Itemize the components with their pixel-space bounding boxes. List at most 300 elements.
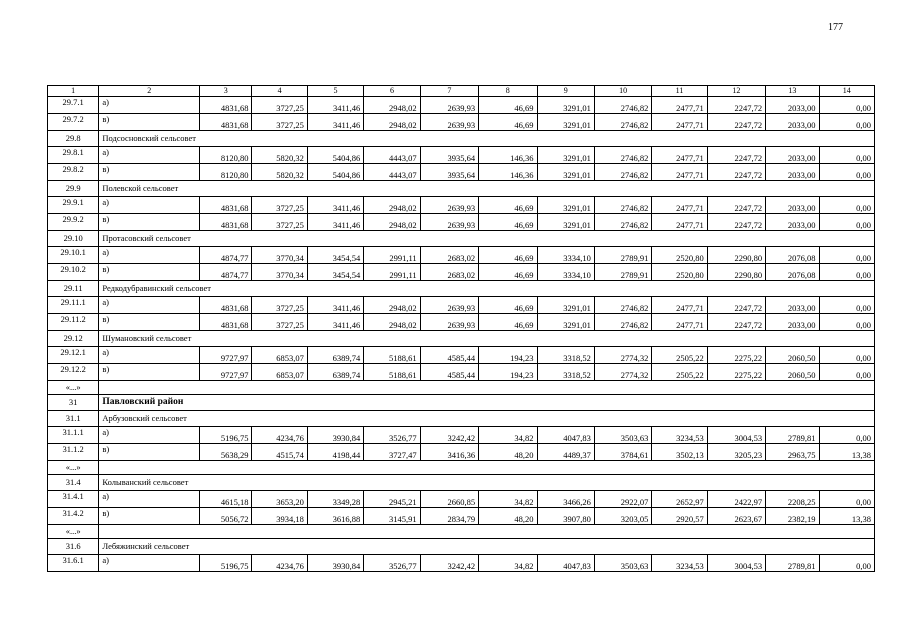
table-row bbox=[48, 264, 875, 281]
value-cell: 3934,18 bbox=[252, 508, 307, 525]
table-row bbox=[48, 508, 875, 525]
row-code-cell: 29.11.1 bbox=[48, 297, 99, 314]
table-row bbox=[48, 147, 875, 164]
value-cell: 2991,11 bbox=[364, 264, 420, 281]
value-cell: 3411,46 bbox=[307, 97, 363, 114]
value-cell: 3411,46 bbox=[307, 314, 363, 331]
value-cell: 2477,71 bbox=[652, 164, 707, 181]
value-cell: 0,00 bbox=[819, 427, 875, 444]
value-cell: 2774,32 bbox=[594, 364, 651, 381]
value-cell: 146,36 bbox=[479, 164, 537, 181]
value-cell: 2746,82 bbox=[594, 214, 651, 231]
value-cell: 3334,10 bbox=[537, 247, 594, 264]
value-cell: 2922,07 bbox=[594, 491, 651, 508]
value-cell: 2033,00 bbox=[766, 214, 819, 231]
value-cell: 2746,82 bbox=[594, 314, 651, 331]
value-cell: 4831,68 bbox=[200, 314, 252, 331]
row-code-cell: 29.12.2 bbox=[48, 364, 99, 381]
value-cell: 2991,11 bbox=[364, 247, 420, 264]
table-row bbox=[48, 164, 875, 181]
section-row bbox=[48, 231, 875, 247]
value-cell: 4615,18 bbox=[200, 491, 252, 508]
column-number-cell: 11 bbox=[652, 86, 707, 97]
section-row bbox=[48, 131, 875, 147]
value-cell: 194,23 bbox=[479, 347, 537, 364]
value-cell: 5404,86 bbox=[307, 147, 363, 164]
row-label-cell: а) bbox=[99, 197, 200, 214]
column-number-cell: 1 bbox=[48, 86, 99, 97]
value-cell: 4234,76 bbox=[252, 555, 307, 572]
value-cell: 3454,54 bbox=[307, 247, 363, 264]
row-label-cell: а) bbox=[99, 491, 200, 508]
section-code-cell: 31.1 bbox=[48, 411, 99, 427]
value-cell: 3291,01 bbox=[537, 297, 594, 314]
value-cell: 2746,82 bbox=[594, 97, 651, 114]
value-cell: 2948,02 bbox=[364, 97, 420, 114]
district-name-cell: Павловский район bbox=[99, 395, 875, 411]
value-cell: 2477,71 bbox=[652, 97, 707, 114]
value-cell: 3526,77 bbox=[364, 427, 420, 444]
section-code-cell: 29.9 bbox=[48, 181, 99, 197]
value-cell: 5056,72 bbox=[200, 508, 252, 525]
value-cell: 5404,86 bbox=[307, 164, 363, 181]
column-number-cell: 9 bbox=[537, 86, 594, 97]
value-cell: 194,23 bbox=[479, 364, 537, 381]
value-cell: 3234,53 bbox=[652, 427, 707, 444]
value-cell: 2652,97 bbox=[652, 491, 707, 508]
value-cell: 34,82 bbox=[479, 427, 537, 444]
row-label-cell: в) bbox=[99, 444, 200, 461]
column-number-cell: 10 bbox=[594, 86, 651, 97]
value-cell: 3930,84 bbox=[307, 427, 363, 444]
value-cell: 4831,68 bbox=[200, 197, 252, 214]
value-cell: 2477,71 bbox=[652, 214, 707, 231]
row-label-cell: а) bbox=[99, 297, 200, 314]
value-cell: 4585,44 bbox=[420, 347, 478, 364]
table-row bbox=[48, 297, 875, 314]
row-label-cell: в) bbox=[99, 214, 200, 231]
district-code-cell: 31 bbox=[48, 395, 99, 411]
value-cell: 3334,10 bbox=[537, 264, 594, 281]
value-cell: 3727,47 bbox=[364, 444, 420, 461]
value-cell: 2076,08 bbox=[766, 247, 819, 264]
value-cell: 3203,05 bbox=[594, 508, 651, 525]
table-row bbox=[48, 555, 875, 572]
value-cell: 3727,25 bbox=[252, 314, 307, 331]
section-row bbox=[48, 181, 875, 197]
value-cell: 2789,91 bbox=[594, 264, 651, 281]
value-cell: 2789,81 bbox=[766, 427, 819, 444]
value-cell: 0,00 bbox=[819, 97, 875, 114]
section-row bbox=[48, 539, 875, 555]
column-number-cell: 2 bbox=[99, 86, 200, 97]
value-cell: 0,00 bbox=[819, 247, 875, 264]
value-cell: 3503,63 bbox=[594, 555, 651, 572]
value-cell: 2746,82 bbox=[594, 197, 651, 214]
section-code-cell: 31.4 bbox=[48, 475, 99, 491]
omission-empty-cell bbox=[99, 525, 875, 539]
omission-marker: «...» bbox=[48, 461, 99, 475]
value-cell: 4874,77 bbox=[200, 264, 252, 281]
value-cell: 4831,68 bbox=[200, 214, 252, 231]
value-cell: 0,00 bbox=[819, 214, 875, 231]
value-cell: 2247,72 bbox=[707, 197, 765, 214]
value-cell: 146,36 bbox=[479, 147, 537, 164]
value-cell: 3727,25 bbox=[252, 97, 307, 114]
value-cell: 2382,19 bbox=[766, 508, 819, 525]
value-cell: 3727,25 bbox=[252, 114, 307, 131]
value-cell: 3145,91 bbox=[364, 508, 420, 525]
column-number-row bbox=[48, 86, 875, 97]
value-cell: 34,82 bbox=[479, 491, 537, 508]
value-cell: 2422,97 bbox=[707, 491, 765, 508]
value-cell: 2520,80 bbox=[652, 264, 707, 281]
omission-marker: «...» bbox=[48, 525, 99, 539]
value-cell: 2683,02 bbox=[420, 247, 478, 264]
district-row bbox=[48, 395, 875, 411]
value-cell: 48,20 bbox=[479, 444, 537, 461]
column-number-cell: 14 bbox=[819, 86, 875, 97]
value-cell: 4443,07 bbox=[364, 164, 420, 181]
value-cell: 4198,44 bbox=[307, 444, 363, 461]
section-row bbox=[48, 411, 875, 427]
value-cell: 2033,00 bbox=[766, 164, 819, 181]
value-cell: 2060,50 bbox=[766, 364, 819, 381]
value-cell: 0,00 bbox=[819, 264, 875, 281]
value-cell: 2033,00 bbox=[766, 114, 819, 131]
value-cell: 2275,22 bbox=[707, 364, 765, 381]
value-cell: 3454,54 bbox=[307, 264, 363, 281]
value-cell: 8120,80 bbox=[200, 164, 252, 181]
column-number-cell: 3 bbox=[200, 86, 252, 97]
omission-row bbox=[48, 381, 875, 395]
value-cell: 0,00 bbox=[819, 197, 875, 214]
value-cell: 4047,83 bbox=[537, 555, 594, 572]
column-number-cell: 7 bbox=[420, 86, 478, 97]
row-label-cell: в) bbox=[99, 314, 200, 331]
value-cell: 46,69 bbox=[479, 247, 537, 264]
value-cell: 3727,25 bbox=[252, 297, 307, 314]
value-cell: 2520,80 bbox=[652, 247, 707, 264]
value-cell: 2247,72 bbox=[707, 214, 765, 231]
row-code-cell: 29.8.2 bbox=[48, 164, 99, 181]
omission-row bbox=[48, 525, 875, 539]
value-cell: 4831,68 bbox=[200, 114, 252, 131]
section-name-cell: Редкодубравинский сельсовет bbox=[99, 281, 875, 297]
row-label-cell: в) bbox=[99, 508, 200, 525]
value-cell: 2247,72 bbox=[707, 114, 765, 131]
value-cell: 3416,36 bbox=[420, 444, 478, 461]
row-label-cell: в) bbox=[99, 264, 200, 281]
value-cell: 2948,02 bbox=[364, 197, 420, 214]
value-cell: 2290,80 bbox=[707, 247, 765, 264]
value-cell: 4831,68 bbox=[200, 97, 252, 114]
row-label-cell: а) bbox=[99, 97, 200, 114]
section-row bbox=[48, 281, 875, 297]
value-cell: 3291,01 bbox=[537, 147, 594, 164]
value-cell: 2477,71 bbox=[652, 297, 707, 314]
row-code-cell: 29.12.1 bbox=[48, 347, 99, 364]
row-code-cell: 29.10.1 bbox=[48, 247, 99, 264]
section-code-cell: 29.11 bbox=[48, 281, 99, 297]
value-cell: 3318,52 bbox=[537, 347, 594, 364]
value-cell: 2789,81 bbox=[766, 555, 819, 572]
value-cell: 3411,46 bbox=[307, 214, 363, 231]
value-cell: 3411,46 bbox=[307, 114, 363, 131]
value-cell: 3291,01 bbox=[537, 114, 594, 131]
value-cell: 2948,02 bbox=[364, 314, 420, 331]
value-cell: 2033,00 bbox=[766, 314, 819, 331]
value-cell: 4831,68 bbox=[200, 297, 252, 314]
value-cell: 3770,34 bbox=[252, 247, 307, 264]
value-cell: 2477,71 bbox=[652, 314, 707, 331]
section-name-cell: Протасовский сельсовет bbox=[99, 231, 875, 247]
value-cell: 3466,26 bbox=[537, 491, 594, 508]
value-cell: 3526,77 bbox=[364, 555, 420, 572]
value-cell: 0,00 bbox=[819, 364, 875, 381]
value-cell: 3291,01 bbox=[537, 214, 594, 231]
tariff-table bbox=[47, 85, 875, 572]
table-row bbox=[48, 314, 875, 331]
omission-marker: «...» bbox=[48, 381, 99, 395]
value-cell: 2247,72 bbox=[707, 297, 765, 314]
value-cell: 2247,72 bbox=[707, 147, 765, 164]
value-cell: 2834,79 bbox=[420, 508, 478, 525]
value-cell: 5188,61 bbox=[364, 364, 420, 381]
table-row bbox=[48, 491, 875, 508]
value-cell: 3411,46 bbox=[307, 297, 363, 314]
value-cell: 4585,44 bbox=[420, 364, 478, 381]
section-name-cell: Полевской сельсовет bbox=[99, 181, 875, 197]
section-code-cell: 29.8 bbox=[48, 131, 99, 147]
section-code-cell: 29.12 bbox=[48, 331, 99, 347]
section-row bbox=[48, 475, 875, 491]
value-cell: 3291,01 bbox=[537, 164, 594, 181]
column-number-cell: 4 bbox=[252, 86, 307, 97]
omission-row bbox=[48, 461, 875, 475]
value-cell: 3242,42 bbox=[420, 555, 478, 572]
value-cell: 2948,02 bbox=[364, 114, 420, 131]
value-cell: 46,69 bbox=[479, 264, 537, 281]
value-cell: 2290,80 bbox=[707, 264, 765, 281]
section-code-cell: 29.10 bbox=[48, 231, 99, 247]
value-cell: 6389,74 bbox=[307, 347, 363, 364]
value-cell: 2033,00 bbox=[766, 147, 819, 164]
value-cell: 46,69 bbox=[479, 114, 537, 131]
value-cell: 0,00 bbox=[819, 314, 875, 331]
value-cell: 4443,07 bbox=[364, 147, 420, 164]
section-name-cell: Шумановский сельсовет bbox=[99, 331, 875, 347]
table-row bbox=[48, 214, 875, 231]
value-cell: 3291,01 bbox=[537, 197, 594, 214]
value-cell: 2247,72 bbox=[707, 314, 765, 331]
row-label-cell: а) bbox=[99, 555, 200, 572]
row-code-cell: 29.9.1 bbox=[48, 197, 99, 214]
section-name-cell: Лебяжинский сельсовет bbox=[99, 539, 875, 555]
value-cell: 46,69 bbox=[479, 214, 537, 231]
value-cell: 2076,08 bbox=[766, 264, 819, 281]
value-cell: 8120,80 bbox=[200, 147, 252, 164]
value-cell: 3291,01 bbox=[537, 97, 594, 114]
value-cell: 5820,32 bbox=[252, 147, 307, 164]
value-cell: 2247,72 bbox=[707, 164, 765, 181]
column-number-cell: 5 bbox=[307, 86, 363, 97]
value-cell: 5196,75 bbox=[200, 427, 252, 444]
row-code-cell: 29.7.1 bbox=[48, 97, 99, 114]
value-cell: 3935,64 bbox=[420, 164, 478, 181]
value-cell: 2774,32 bbox=[594, 347, 651, 364]
value-cell: 2639,93 bbox=[420, 214, 478, 231]
value-cell: 3205,23 bbox=[707, 444, 765, 461]
row-code-cell: 29.8.1 bbox=[48, 147, 99, 164]
value-cell: 4489,37 bbox=[537, 444, 594, 461]
value-cell: 2477,71 bbox=[652, 114, 707, 131]
value-cell: 2746,82 bbox=[594, 147, 651, 164]
value-cell: 46,69 bbox=[479, 314, 537, 331]
row-label-cell: в) bbox=[99, 364, 200, 381]
table-row bbox=[48, 427, 875, 444]
table-row bbox=[48, 347, 875, 364]
value-cell: 0,00 bbox=[819, 114, 875, 131]
row-code-cell: 29.11.2 bbox=[48, 314, 99, 331]
value-cell: 34,82 bbox=[479, 555, 537, 572]
value-cell: 48,20 bbox=[479, 508, 537, 525]
value-cell: 3727,25 bbox=[252, 197, 307, 214]
value-cell: 2639,93 bbox=[420, 197, 478, 214]
value-cell: 3242,42 bbox=[420, 427, 478, 444]
row-code-cell: 29.7.2 bbox=[48, 114, 99, 131]
table-row bbox=[48, 197, 875, 214]
row-label-cell: а) bbox=[99, 427, 200, 444]
value-cell: 0,00 bbox=[819, 491, 875, 508]
value-cell: 2477,71 bbox=[652, 197, 707, 214]
value-cell: 6853,07 bbox=[252, 347, 307, 364]
row-code-cell: 29.10.2 bbox=[48, 264, 99, 281]
value-cell: 5196,75 bbox=[200, 555, 252, 572]
value-cell: 2033,00 bbox=[766, 197, 819, 214]
section-name-cell: Подсосновский сельсовет bbox=[99, 131, 875, 147]
value-cell: 2639,93 bbox=[420, 314, 478, 331]
value-cell: 4047,83 bbox=[537, 427, 594, 444]
row-code-cell: 29.9.2 bbox=[48, 214, 99, 231]
row-code-cell: 31.1.1 bbox=[48, 427, 99, 444]
table-row bbox=[48, 97, 875, 114]
table-row bbox=[48, 114, 875, 131]
column-number-cell: 12 bbox=[707, 86, 765, 97]
value-cell: 3234,53 bbox=[652, 555, 707, 572]
value-cell: 2275,22 bbox=[707, 347, 765, 364]
section-name-cell: Колыванский сельсовет bbox=[99, 475, 875, 491]
table-row bbox=[48, 247, 875, 264]
value-cell: 5820,32 bbox=[252, 164, 307, 181]
value-cell: 5188,61 bbox=[364, 347, 420, 364]
value-cell: 6389,74 bbox=[307, 364, 363, 381]
value-cell: 2033,00 bbox=[766, 297, 819, 314]
value-cell: 2948,02 bbox=[364, 214, 420, 231]
value-cell: 2948,02 bbox=[364, 297, 420, 314]
value-cell: 46,69 bbox=[479, 197, 537, 214]
omission-empty-cell bbox=[99, 381, 875, 395]
section-code-cell: 31.6 bbox=[48, 539, 99, 555]
value-cell: 3935,64 bbox=[420, 147, 478, 164]
row-label-cell: в) bbox=[99, 164, 200, 181]
value-cell: 2505,22 bbox=[652, 347, 707, 364]
value-cell: 2208,25 bbox=[766, 491, 819, 508]
value-cell: 6853,07 bbox=[252, 364, 307, 381]
value-cell: 2505,22 bbox=[652, 364, 707, 381]
table-row bbox=[48, 364, 875, 381]
value-cell: 3411,46 bbox=[307, 197, 363, 214]
value-cell: 13,38 bbox=[819, 508, 875, 525]
value-cell: 2683,02 bbox=[420, 264, 478, 281]
row-label-cell: а) bbox=[99, 247, 200, 264]
value-cell: 3502,13 bbox=[652, 444, 707, 461]
value-cell: 3653,20 bbox=[252, 491, 307, 508]
value-cell: 2746,82 bbox=[594, 297, 651, 314]
value-cell: 4515,74 bbox=[252, 444, 307, 461]
value-cell: 3770,34 bbox=[252, 264, 307, 281]
value-cell: 0,00 bbox=[819, 347, 875, 364]
value-cell: 2639,93 bbox=[420, 297, 478, 314]
value-cell: 2477,71 bbox=[652, 147, 707, 164]
value-cell: 3727,25 bbox=[252, 214, 307, 231]
value-cell: 3616,88 bbox=[307, 508, 363, 525]
value-cell: 9727,97 bbox=[200, 364, 252, 381]
value-cell: 3349,28 bbox=[307, 491, 363, 508]
value-cell: 5638,29 bbox=[200, 444, 252, 461]
value-cell: 3784,61 bbox=[594, 444, 651, 461]
value-cell: 3004,53 bbox=[707, 427, 765, 444]
value-cell: 3318,52 bbox=[537, 364, 594, 381]
value-cell: 0,00 bbox=[819, 147, 875, 164]
omission-empty-cell bbox=[99, 461, 875, 475]
value-cell: 0,00 bbox=[819, 297, 875, 314]
section-row bbox=[48, 331, 875, 347]
value-cell: 3930,84 bbox=[307, 555, 363, 572]
value-cell: 2623,67 bbox=[707, 508, 765, 525]
value-cell: 2639,93 bbox=[420, 97, 478, 114]
column-number-cell: 13 bbox=[766, 86, 819, 97]
column-number-cell: 6 bbox=[364, 86, 420, 97]
value-cell: 4874,77 bbox=[200, 247, 252, 264]
section-name-cell: Арбузовский сельсовет bbox=[99, 411, 875, 427]
value-cell: 9727,97 bbox=[200, 347, 252, 364]
row-label-cell: в) bbox=[99, 114, 200, 131]
value-cell: 2746,82 bbox=[594, 164, 651, 181]
value-cell: 3291,01 bbox=[537, 314, 594, 331]
value-cell: 13,38 bbox=[819, 444, 875, 461]
row-label-cell: а) bbox=[99, 147, 200, 164]
value-cell: 2945,21 bbox=[364, 491, 420, 508]
value-cell: 2963,75 bbox=[766, 444, 819, 461]
page-number: 177 bbox=[828, 22, 843, 33]
row-code-cell: 31.1.2 bbox=[48, 444, 99, 461]
value-cell: 2920,57 bbox=[652, 508, 707, 525]
value-cell: 3907,80 bbox=[537, 508, 594, 525]
row-code-cell: 31.4.2 bbox=[48, 508, 99, 525]
row-label-cell: а) bbox=[99, 347, 200, 364]
value-cell: 46,69 bbox=[479, 97, 537, 114]
value-cell: 0,00 bbox=[819, 164, 875, 181]
value-cell: 2060,50 bbox=[766, 347, 819, 364]
value-cell: 3503,63 bbox=[594, 427, 651, 444]
value-cell: 0,00 bbox=[819, 555, 875, 572]
value-cell: 46,69 bbox=[479, 297, 537, 314]
value-cell: 2746,82 bbox=[594, 114, 651, 131]
column-number-cell: 8 bbox=[479, 86, 537, 97]
value-cell: 2033,00 bbox=[766, 97, 819, 114]
value-cell: 4234,76 bbox=[252, 427, 307, 444]
